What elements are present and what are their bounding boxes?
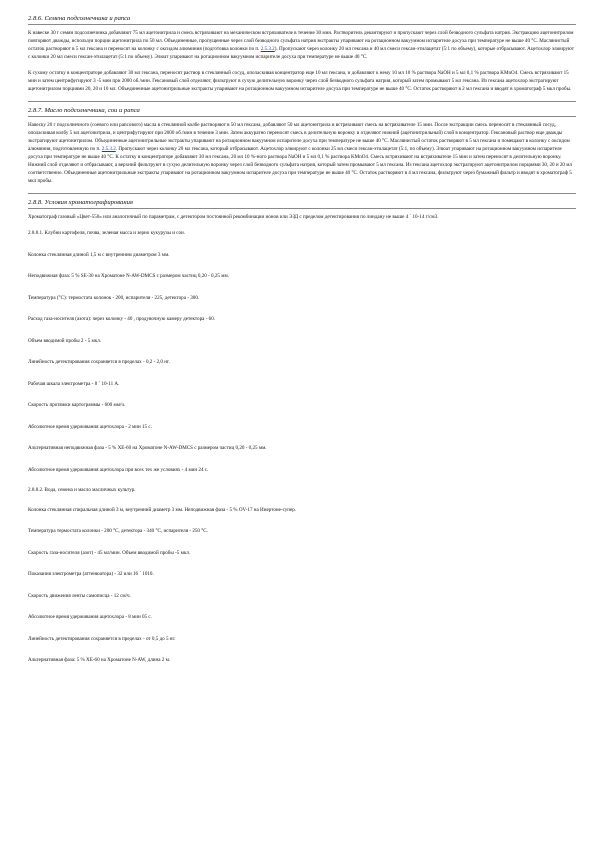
list-item: Показания электрометра (аттенюатора) - 32 или 16 ´ 1010. — [28, 571, 154, 577]
paragraph-oil-procedure — [28, 121, 576, 185]
list-item: Абсолютное время удерживания ацетохлора - 2 мин 15 с. — [28, 423, 152, 430]
list-item: Объем вводимой пробы 2 - 5 мкл. — [28, 337, 102, 344]
list-item: Абсолютное время удерживания ацетохлора - 8 мин 05 с. — [28, 614, 152, 620]
paragraph-text: К навеске 30 г семян подсолнечника добавляют 75 мл ацетонитрила и смесь встряхивают на механическом встряхивателе в течение 30 мин. Растворитель декантируют и пропускают через слой безводного сульфата натрия. Экстракцию ацетонитрилом повторяют дважды, используя порции ацетонитрила по 50 мл. Объединенные, пропущенные через слой безводного сульфата натрия экстракты упаривают на ротационном вакуумном испарителе досуха при температуре не выше 40 °C. Маслянистый остаток растворяют в 5 мл гексана и переносят на колонку с оксидом алюминия (подготовка колонки по п. — [28, 30, 574, 52]
document-page — [28, 14, 576, 678]
list-item: Колонка стеклянная длиной 1,5 м с внутренним диаметром 3 мм. — [28, 251, 170, 258]
paragraph-seeds-extraction — [28, 29, 576, 61]
divider — [28, 193, 576, 194]
list-item: Линейность детектирования сохраняется в пределах - от 0,5 до 5 нг. — [28, 635, 176, 642]
paragraph-text: ). Пропускают через колонку 20 мл гексана и 40 мл смеси гексан-этилацетат (5:1 по объему), которые отбрасывают. Ацетохлор элюируют с колонки 20 мл смеси гексан-этилацетат (5:1 по объему). Элюат упаривают на ротационном вакуумном испарителе досуха при температуре не выше 40 °C. — [28, 46, 575, 60]
divider — [28, 208, 576, 209]
paragraph-seeds-cleanup: К сухому остатку в концентраторе добавляют 30 мл гексана, переносят раствор в стеклянный сосуд, ополаскивая концентратор еще 10 мл гексана, и добавляют к нему 10 мл 10 % раствора NaOH и 5 мл 0,1 % раствора KMnO4. Смесь встряхивают 15 мин и затем центрифугируют 3 -5 мин при 2000 об./мин. Гексановый слой отделяют, фильтруют в сухую делительную воронку через слой безводного сульфата натрия, который затем промывают 5 мл гексана. Из гексана ацетохлор экстрагируют ацетонитрилом порциями 20, 20 и 10 мл. Объединенные ацетонитрильные экстракты упаривают на ротационном вакуумном испарителе досуха при температуре не выше 40 °C. Остаток растворяют в 2 мл гексана и вводят в хроматограф 5 мкл пробы. — [28, 70, 572, 92]
list-item: Рабочая шкала электрометра - 8 ´ 10-11 А. — [28, 380, 120, 387]
list-item: Скорость газа-носителя (азот) - 45 мл/мин. Объем вводимой пробы -5 мкл. — [28, 549, 191, 556]
list-item: Колонка стеклянная спиральная длиной 3 м, внутренний диаметр 3 мм. Неподвижная фаза - 5 % OV-17 на Инертоне-супер. — [28, 506, 297, 513]
paragraph-text: . Пропускают через колонку 20 мл гексана, который отбрасывают. Ацетохлор элюируют с колонки 25 мл смеси гексан-этилацетат (5:1, по объему). Элюат упаривают на ротационном вакуумном испарителе досуха при температуре не выше 40 °C. К остатку в концентраторе добавляют 30 мл гексана, 20 мл 10 %-ного раствора NaOH и 5 мл 0,1 % раствора KMnO4. Смесь встряхивают на встряхивателе 15 мин и затем переносят в делительную воронку. Нижний слой отделяют и отбрасывают, а верхний фильтруют в сухую делительную воронку через слой безводного сульфата натрия, который затем промывают 5 мл гексана. Из гексана ацетохлор экстрагируют ацетонитрилом порциями 30, 20 и 20 мл соответственно. Объединенные ацетонитрильные экстракты упаривают на ротационном вакуумном испарителе досуха при температуре не выше 40 °C. Остаток растворяют в 4 мл гексана, фильтруют через бумажный фильтр и вводят в хроматограф 5 мкл пробы. — [28, 146, 572, 184]
list-item: Расход газа-носителя (азота): через колонку - 40 , продувочную камеру детектора - 60. — [28, 316, 216, 322]
divider — [28, 116, 576, 117]
divider — [28, 101, 576, 102]
paragraph-text: Навеску 20 г подсолнечного (соевого или рапсового) масла в стеклянной колбе растворяют в 50 мл гексана, добавляют 50 мл ацетонитрила и встряхивают смесь на встряхивателе 15 мин. После экстракции смесь переносят в стеклянный сосуд, ополаскивая колбу 5 мл ацетонитрила, и центрифугируют при 2000 об./мин в течение 3 мин. Затем аккуратно переносят смесь в делительную воронку и отделяют нижний (ацетонитрильный) слой в концентратор. Гексановый раствор еще дважды экстрагируют ацетонитрилом. Объединенные ацетонитрильные экстракты упаривают на ротационном вакуумном испарителе досуха при температуре не выше 40 °C. Маслянистый остаток растворяют в 5 мл гексана и помещают в колонку с оксидом алюминия, подготовленную по п. — [28, 122, 570, 152]
paragraph-chromatograph: Хроматограф газовый «Цвет-550» или аналогичный по параметрам, с детектором постоянной рекомбинации ионов или ЭЗД с пределом детектирования по линдану не выше 4 ´ 10-14 г/см3. — [28, 214, 439, 220]
list-item: Скорость протяжки картограммы - 600 мм/ч. — [28, 402, 126, 408]
section-title-chromatography: 2.8.8. Условия хроматографирования — [28, 199, 133, 206]
list-item: Скорость движения ленты самописца - 12 см/ч. — [28, 592, 131, 599]
subsection-title: 2.8.8.2. Вода, семена и масло масличных культур. — [28, 486, 136, 493]
list-item: Температура термостата колонки - 200 °C, детектора - 340 °C, испарителя - 250 °C. — [28, 528, 208, 534]
section-title-seeds: 2.8.6. Семена подсолнечника и рапса — [28, 15, 131, 22]
list-item: Неподвижная фаза: 5 % SE-30 на Хроматоне N-AW-DMCS с размером частиц 0,20 - 0,25 мм. — [28, 273, 229, 279]
list-item: Линейность детектирования сохраняется в пределах - 0,2 - 2,0 нг. — [28, 359, 170, 365]
list-item: Температура (°C): термостата колонок - 200, испарителя - 225, детектора - 300. — [28, 294, 200, 301]
list-item: Абсолютное время удерживания ацетохлора при всех тех же условиях - 4 мин 24 с. — [28, 466, 209, 473]
divider — [28, 24, 576, 25]
cross-reference-link[interactable]: 2.5.3.2 — [260, 46, 275, 52]
cross-reference-link[interactable]: 2.5.3.2 — [101, 146, 116, 152]
list-item: Альтернативная неподвижная фаза - 5 % ХЕ-60 на Хроматоне N-AW-DMCS с размером частиц 0,20 - 0,25 мм. — [28, 445, 267, 451]
list-item: Альтернативная фаза: 5 % ХЕ-60 на Хроматоне N-AW, длина 2 м. — [28, 657, 171, 663]
subsection-title: 2.8.8.1. Клубни картофеля, почва, зеленая масса и зерно кукурузы и сои. — [28, 230, 186, 236]
section-title-oil: 2.8.7. Масло подсолнечника, сои и рапса — [28, 107, 140, 114]
